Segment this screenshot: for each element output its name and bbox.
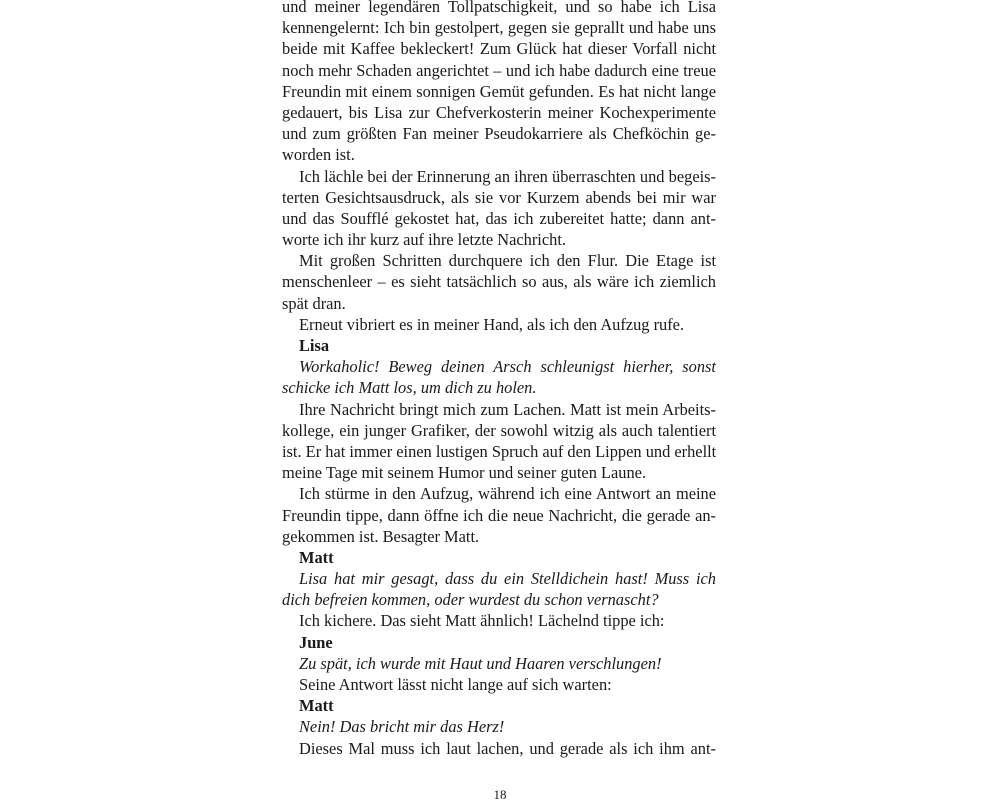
text-line: Lisa [299, 336, 330, 355]
text-line: kennengelernt: Ich bin gestolpert, gegen sie geprallt und habe uns [282, 18, 716, 38]
text-line: und meiner legendären Tollpatschigkeit, und so habe ich Lisa [282, 0, 716, 16]
text-line: gekommen ist. Besagter Matt. [282, 526, 480, 546]
text-line: Workaholic! Beweg deinen Arsch schleunigst hierher, sonst [299, 357, 716, 377]
text-line: meine Tage mit seinem Humor und seiner guten Laune. [282, 463, 647, 483]
text-line: dich befreien kommen, oder wurdest du schon vernascht? [282, 590, 659, 610]
text-line: Freundin mit einem sonnigen Gemüt gefunden. Es hat nicht lange [282, 81, 716, 101]
text-line: und zum größten Fan meiner Pseudokarriere als Chefköchin ge- [282, 124, 716, 144]
text-line: Mit großen Schritten durchquere ich den Flur. Die Etage ist [299, 251, 716, 271]
text-line: Ich lächle bei der Erinnerung an ihren überraschten und begeis- [299, 166, 716, 186]
text-line: menschenleer – es sieht tatsächlich so aus, als wäre ich ziemlich [282, 272, 716, 292]
text-line: June [299, 632, 333, 652]
text-line: ist. Er hat immer einen lustigen Spruch auf den Lippen und erhellt [282, 441, 717, 461]
text-line: Ich stürme in den Aufzug, während ich eine Antwort an meine [299, 484, 716, 504]
text-line: terten Gesichtsausdruck, als sie vor Kurzem abends bei mir war [282, 187, 716, 207]
text-line: Freundin tippe, dann öffne ich die neue Nachricht, die gerade an- [282, 505, 716, 525]
text-line: Matt [299, 547, 334, 567]
text-line: Seine Antwort lässt nicht lange auf sich warten: [299, 675, 612, 694]
text-line: Ich kichere. Das sieht Matt ähnlich! Lächelnd tippe ich: [299, 611, 665, 631]
text-line: Dieses Mal muss ich laut lachen, und gerade als ich ihm ant- [299, 738, 716, 758]
text-line: Lisa hat mir gesagt, dass du ein Stelldichein hast! Muss ich [299, 569, 716, 589]
text-line: worden ist. [282, 145, 355, 165]
text-line: Ihre Nachricht bringt mich zum Lachen. Matt ist mein Arbeits- [299, 399, 716, 419]
text-line: und das Soufflé gekostet hat, das ich zubereitet hatte; dann ant- [282, 208, 716, 228]
text-line: schicke ich Matt los, um dich zu holen. [282, 378, 537, 398]
text-line: Zu spät, ich wurde mit Haut und Haaren verschlungen! [299, 653, 662, 673]
text-line: Matt [299, 696, 334, 716]
text-line: gedauert, bis Lisa zur Chefverkosterin meiner Kochexperimente [282, 102, 716, 122]
text-line: Nein! Das bricht mir das Herz! [299, 717, 505, 737]
text-line: Erneut vibriert es in meiner Hand, als ich den Aufzug rufe. [299, 314, 685, 334]
page-number: 18 [493, 787, 507, 802]
book-page-text [282, 0, 716, 759]
text-line: worte ich ihr kurz auf ihre letzte Nachricht. [282, 230, 566, 250]
text-line: beide mit Kaffee bekleckert! Zum Glück hat dieser Vorfall nicht [282, 39, 716, 59]
text-line: noch mehr Schaden angerichtet – und ich habe dadurch eine treue [282, 60, 716, 80]
text-line: spät dran. [282, 293, 346, 313]
text-line: kollege, ein junger Grafiker, der sowohl witzig als auch talentiert [282, 420, 716, 440]
